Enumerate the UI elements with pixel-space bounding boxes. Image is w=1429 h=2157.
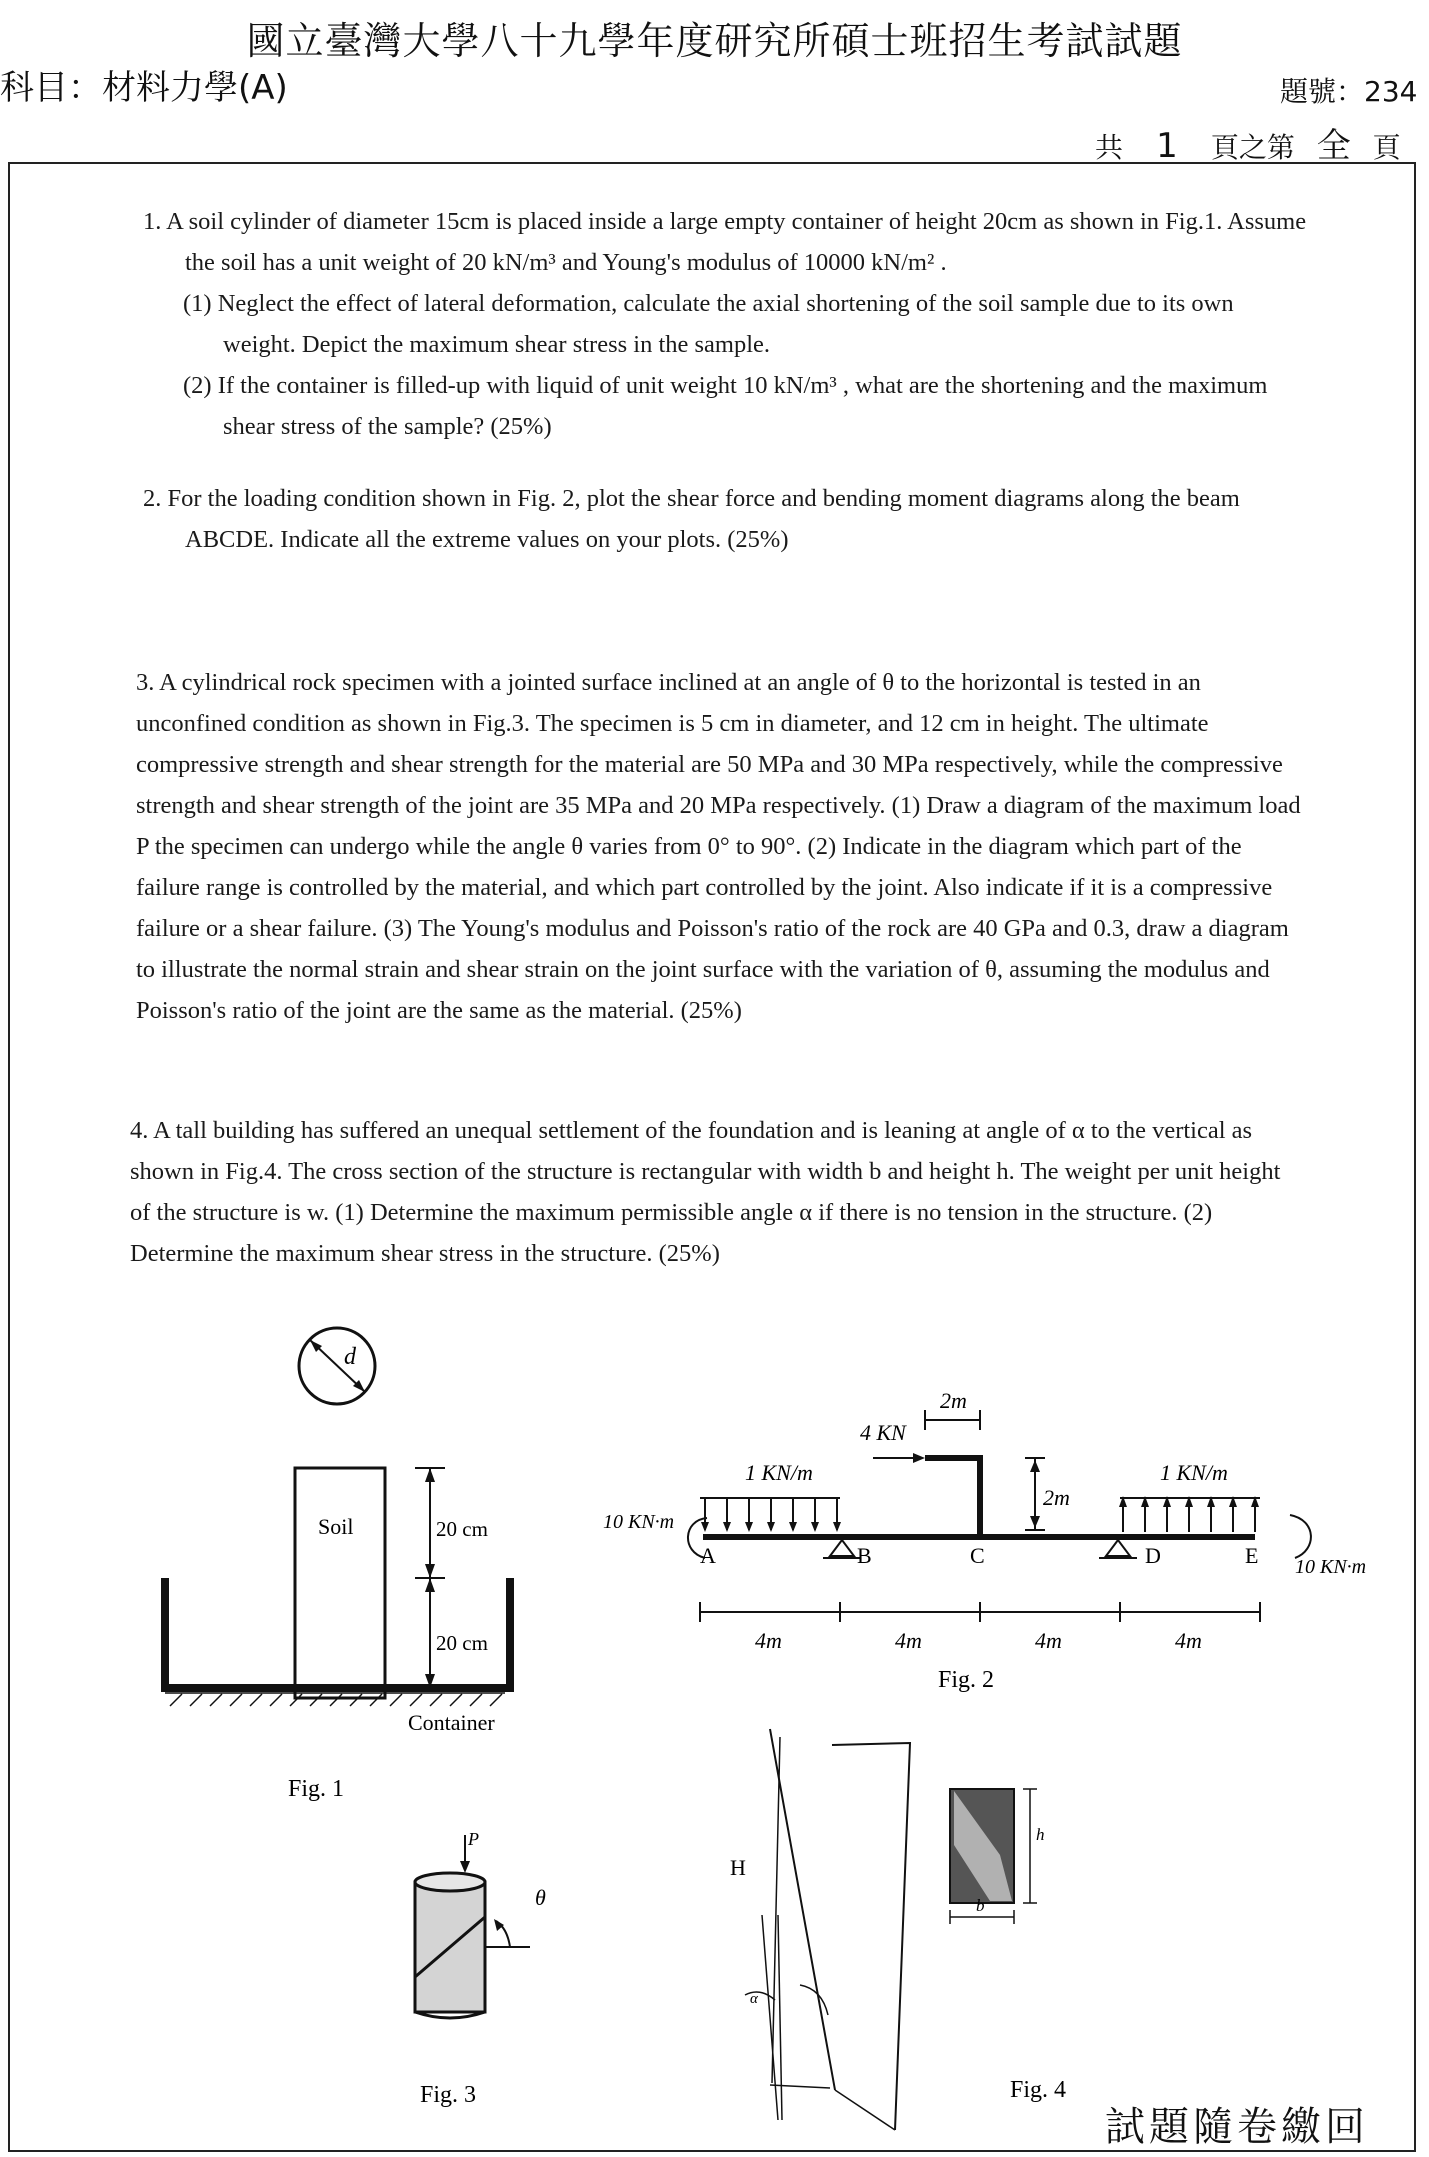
pages-mid: 頁之第 [1210,131,1295,164]
span-dimension-line [700,1602,1260,1622]
figure-1 [140,1320,580,1820]
arm-width-label: 2m [940,1388,967,1413]
node-b: B [857,1543,872,1568]
point-load-label: 4 KN [860,1420,906,1445]
container-label: Container [408,1710,495,1735]
height-line [772,1737,780,2083]
question-1-part-2: (2) If the container is filled-up with liquid of unit weight 10 kN/m³ , what are the shortening and the maximum shear stress of the sample? (25%) [183,372,1268,440]
question-1-stem: 1. A soil cylinder of diameter 15cm is placed inside a large empty container of height 20cm as shown in Fig.1. Assume the soil has a unit weight of 20 kN/m³ and Young's modulus of 10000 kN/m² . [143,208,1307,276]
node-d: D [1145,1543,1161,1568]
fig4-caption: Fig. 4 [1010,2077,1067,2103]
load-label: P [468,1829,479,1849]
angle-label: θ [535,1885,546,1910]
bracket-arm [925,1458,980,1537]
question-3-text: 3. A cylindrical rock specimen with a jointed surface inclined at an angle of θ to the horizontal is tested in an unconfined condition as shown in Fig.3. The specimen is 5 cm in diameter, and 12 cm in height. The ultimate compressive strength and shear strength for the material are 50 MPa and 30 MPa respectively, while the compressive strength and shear strength of the joint are 35 MPa and 20 MPa respectively. (1) Draw a diagram of the maximum load P the specimen can undergo while the angle θ varies from 0° to 90°. (2) Indicate in the diagram which part of the failure range is controlled by the material, and which part controlled by the joint. Also indicate if it is a compressive failure or a shear failure. (3) The Young's modulus and Poisson's ratio of the rock are 40 GPa and 0.3, draw a diagram to illustrate the normal strain and shear strain on the joint surface with the variation of θ, assuming the modulus and Poisson's ratio of the joint are the same as the material. (25%) [136,669,1301,1024]
section-b-label: b [976,1896,985,1915]
question-4-text: 4. A tall building has suffered an unequal settlement of the foundation and is leaning at angle of α to the vertical as shown in Fig.4. The cross section of the structure is rectangular with width b and height h. The weight per unit height of the structure is w. (1) Determine the maximum permissible angle α if there is no tension in the structure. (2) Determine the maximum shear stress in the structure. (25%) [130,1117,1281,1267]
figure-2 [595,1380,1395,1700]
span-cd: 4m [1035,1628,1062,1653]
pages-current: 全 [1316,126,1351,166]
subject-label: 科目：材料力學(A) [0,68,288,108]
page-count [1095,118,1401,167]
question-1-part-1: (1) Neglect the effect of lateral deformation, calculate the axial shortening of the soil sample due to its own weight. Depict the maximum shear stress in the sample. [183,290,1234,358]
moment-right-label: 10 KN·m [1295,1556,1367,1578]
pages-suffix: 頁 [1372,131,1401,164]
node-a: A [700,1543,716,1568]
soil-cylinder [295,1468,385,1698]
span-ab: 4m [755,1628,782,1653]
dimension-upper: 20 cm [436,1517,488,1541]
question-3 [136,662,1301,1031]
exam-title: 國立臺灣大學八十九學年度研究所碩士班招生考試試題 [246,19,1183,63]
node-c: C [970,1543,985,1568]
question-1 [143,201,1308,447]
moment-right-arc [1290,1515,1311,1558]
soil-label: Soil [318,1514,354,1539]
diameter-label: d [344,1344,356,1370]
span-bc: 4m [895,1628,922,1653]
dimension-lower: 20 cm [436,1631,488,1655]
figure-3 [400,1825,580,2135]
udl-right-label: 1 KN/m [1160,1460,1228,1485]
question-2-text: 2. For the loading condition shown in Fig. 2, plot the shear force and bending moment diagrams along the beam ABCDE. Indicate all the extreme values on your plots. (25%) [143,485,1240,553]
fig1-caption: Fig. 1 [288,1776,345,1802]
arm-height-label: 2m [1043,1485,1070,1510]
pages-prefix: 共 [1095,131,1124,164]
udl-left-label: 1 KN/m [745,1460,813,1485]
figure-4 [700,1725,1100,2155]
return-stamp: 試題隨卷繳回 [1105,2104,1369,2150]
question-number: 題號：234 [1280,75,1418,108]
building-outline [770,1729,910,2130]
fig2-caption: Fig. 2 [938,1667,995,1693]
pages-total: 1 [1156,126,1178,166]
section-h-label: h [1036,1825,1045,1844]
support-b [830,1540,854,1556]
fig3-caption: Fig. 3 [420,2082,477,2108]
angle-label: α [750,1991,758,2007]
height-label: H [730,1855,746,1880]
moment-left-label: 10 KN·m [603,1511,675,1533]
node-e: E [1245,1543,1259,1568]
span-de: 4m [1175,1628,1202,1653]
question-4 [130,1110,1295,1274]
support-d [1106,1540,1130,1556]
question-2 [143,478,1308,560]
